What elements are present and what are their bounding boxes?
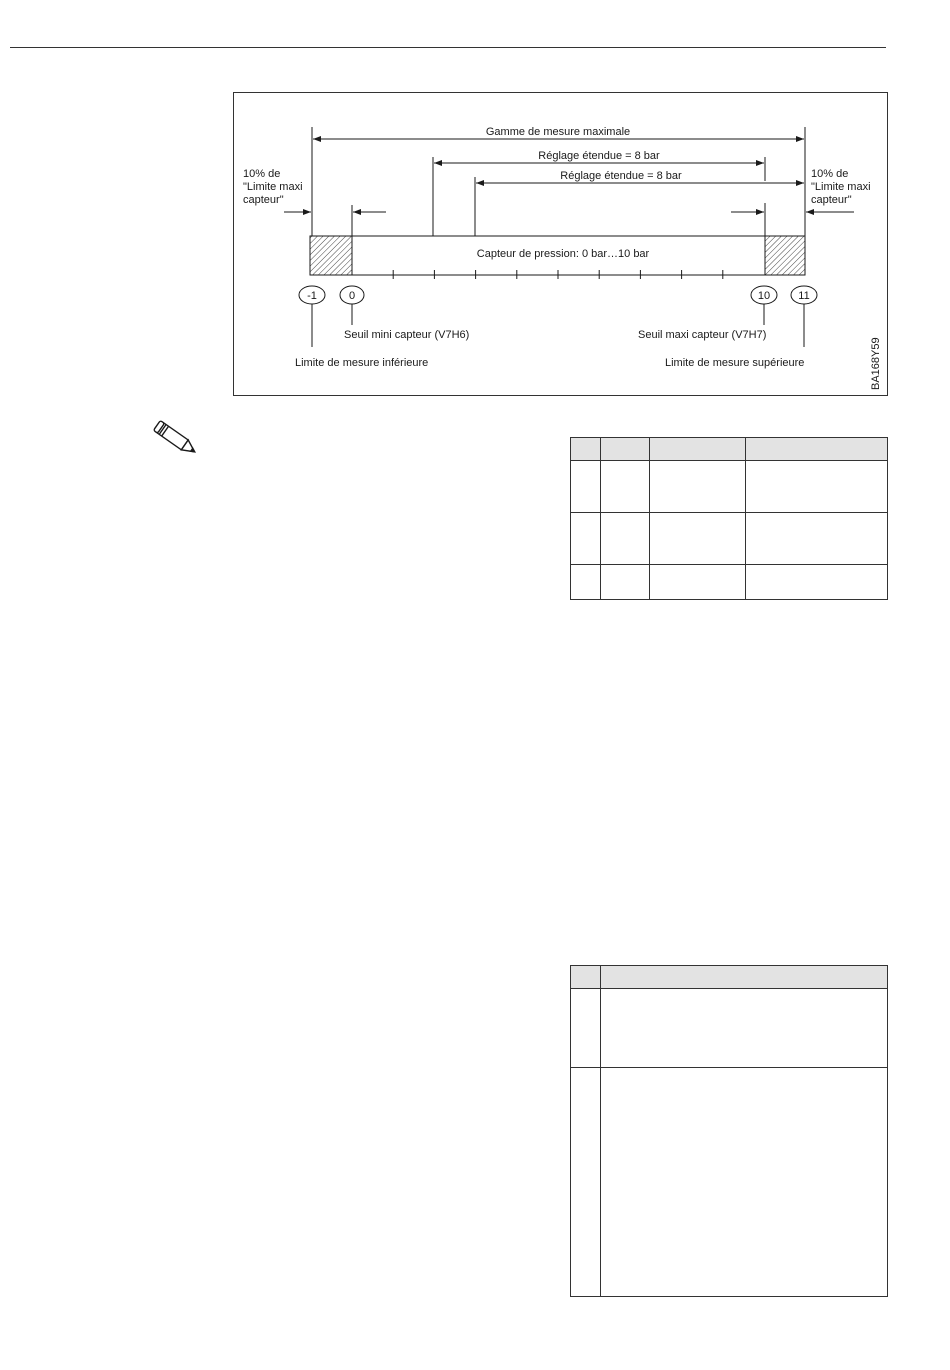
table-cell (746, 513, 888, 565)
max-range-label: Gamme de mesure maximale (485, 126, 631, 138)
table-row (571, 1068, 888, 1297)
table-row (571, 461, 888, 513)
pencil-note-icon (150, 420, 202, 460)
limite-sup-label: Limite de mesure supérieure (665, 357, 805, 369)
table-cell (650, 461, 746, 513)
left-note-line2: "Limite maxi (243, 181, 303, 193)
seuil-mini-label: Seuil mini capteur (V7H6) (344, 329, 470, 341)
table-cell (571, 513, 601, 565)
marker-11-label: 11 (798, 290, 810, 302)
diagram-svg (234, 93, 889, 397)
table-cell (601, 461, 650, 513)
parameter-table-2 (570, 965, 888, 1297)
table-header-cell (650, 438, 746, 461)
seuil-maxi-label: Seuil maxi capteur (V7H7) (638, 329, 767, 341)
table-cell (601, 565, 650, 600)
table-row (571, 989, 888, 1068)
table-cell (650, 565, 746, 600)
table-row (571, 513, 888, 565)
left-note-line1: 10% de (243, 168, 281, 180)
marker-0-label: 0 (348, 290, 356, 302)
table-header-cell (746, 438, 888, 461)
parameter-table-1 (570, 437, 888, 600)
table-cell (650, 513, 746, 565)
hatched-upper-zone (765, 236, 805, 275)
right-note-line1: 10% de (811, 168, 849, 180)
table-header-cell (601, 438, 650, 461)
limite-inf-label: Limite de mesure inférieure (295, 357, 429, 369)
table1-header-row (571, 438, 888, 461)
table2-header-row (571, 966, 888, 989)
table-cell (601, 1068, 888, 1297)
table-cell (746, 565, 888, 600)
hatched-lower-zone (310, 236, 352, 275)
right-note-line2: "Limite maxi (811, 181, 871, 193)
table-cell (601, 989, 888, 1068)
table-cell (746, 461, 888, 513)
sensor-label: Capteur de pression: 0 bar…10 bar (476, 248, 650, 260)
table-row (571, 565, 888, 600)
left-note-line3: capteur" (243, 194, 284, 206)
marker-10-label: 10 (757, 290, 771, 302)
table-header-cell (571, 438, 601, 461)
table-cell (571, 461, 601, 513)
table-cell (601, 513, 650, 565)
table-header-cell (601, 966, 888, 989)
figure-code: BA168Y59 (870, 337, 882, 390)
span-label-2: Réglage étendue = 8 bar (560, 170, 682, 182)
span-label-1: Réglage étendue = 8 bar (538, 150, 660, 162)
table-header-cell (571, 966, 601, 989)
right-note-line3: capteur" (811, 194, 852, 206)
table-cell (571, 1068, 601, 1297)
table-cell (571, 565, 601, 600)
header-rule (10, 47, 886, 48)
table-cell (571, 989, 601, 1068)
marker-minus-1-label: -1 (307, 290, 317, 302)
pressure-range-diagram (233, 92, 888, 396)
